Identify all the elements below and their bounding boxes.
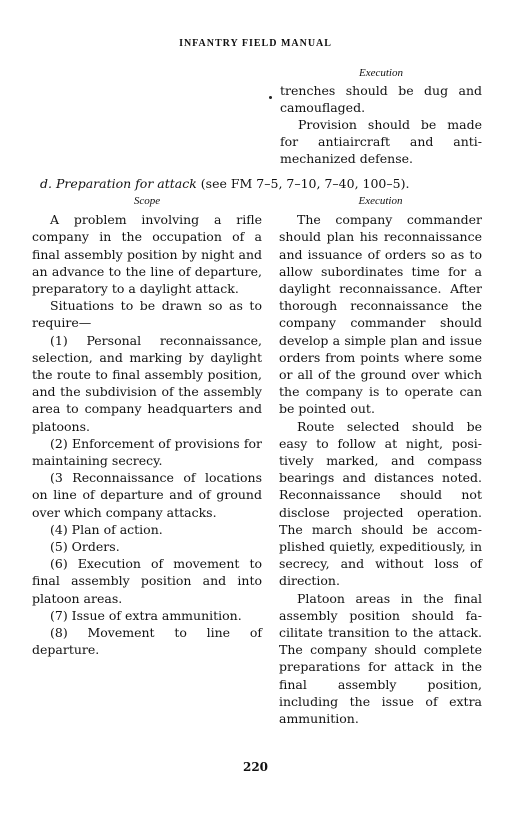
paragraph: (1) Personal reconnaissance, selection, and marking by daylight the route to final assembly position, and the subdivision of the assembly area to company headquarters and platoons. — [32, 332, 262, 434]
paragraph: (3 Reconnaissance of locations on line of departure and of ground over which company attacks. — [32, 470, 262, 520]
running-title: INFANTRY FIELD MANUAL — [179, 38, 332, 49]
execution-column — [279, 193, 482, 727]
stray-dot — [269, 96, 272, 99]
paragraph: Situations to be drawn so as to require— — [32, 298, 262, 331]
execution-heading: Execution — [359, 67, 403, 79]
paragraph: trenches should be dug and camouflaged. — [280, 83, 482, 115]
paragraph: (4) Plan of action. — [50, 521, 163, 537]
paragraph: Provision should be made for antiaircraft and antimechanized defense. — [280, 117, 482, 166]
paragraph: (7) Issue of extra ammunition. — [50, 607, 242, 623]
execution-heading: Execution — [358, 195, 403, 207]
page-number: 220 — [242, 760, 269, 774]
paragraph: (2) Enforcement of provisions for maintaining secrecy. — [32, 435, 262, 469]
paragraph: The company commander should plan his reconnaissance and issuance of orders so as to allow subordinates time for a daylight reconnaissance. After thorough reconnaissance the company commander should develop a simple plan and issue orders from points where some or all of the ground over which the company is to operate can be pointed out. — [279, 212, 482, 417]
section-heading — [40, 175, 490, 192]
paragraph: (6) Execution of movement to final assembly position and into platoon areas. — [32, 556, 262, 606]
section-reference: (see FM 7–5, 7–10, 7–40, 100–5). — [200, 176, 410, 191]
paragraph: Route selected should be easy to follow at night, positively marked, and compass bearings and distances noted. Reconnaissance should not disclose projected operation. The march should be accomplished quietly, expeditiously, in secrecy, and without loss of direction. — [279, 418, 482, 589]
scope-column — [32, 193, 262, 658]
scope-heading: Scope — [133, 195, 161, 207]
paragraph: (8) Movement to line of departure. — [32, 625, 262, 658]
paragraph: (5) Orders. — [50, 539, 120, 555]
paragraph: Platoon areas in the final assembly position should facilitate transition to the attack. The company should complete preparations for attack in the final assembly position, including the issue of extra ammunition. — [279, 590, 482, 727]
section-title: d. Preparation for attack — [40, 176, 197, 191]
paragraph: A problem involving a rifle company in the occupation of a final assembly position by night and an advance to the line of departure, preparatory to a daylight attack. — [32, 212, 262, 297]
top-execution-block — [280, 65, 482, 167]
